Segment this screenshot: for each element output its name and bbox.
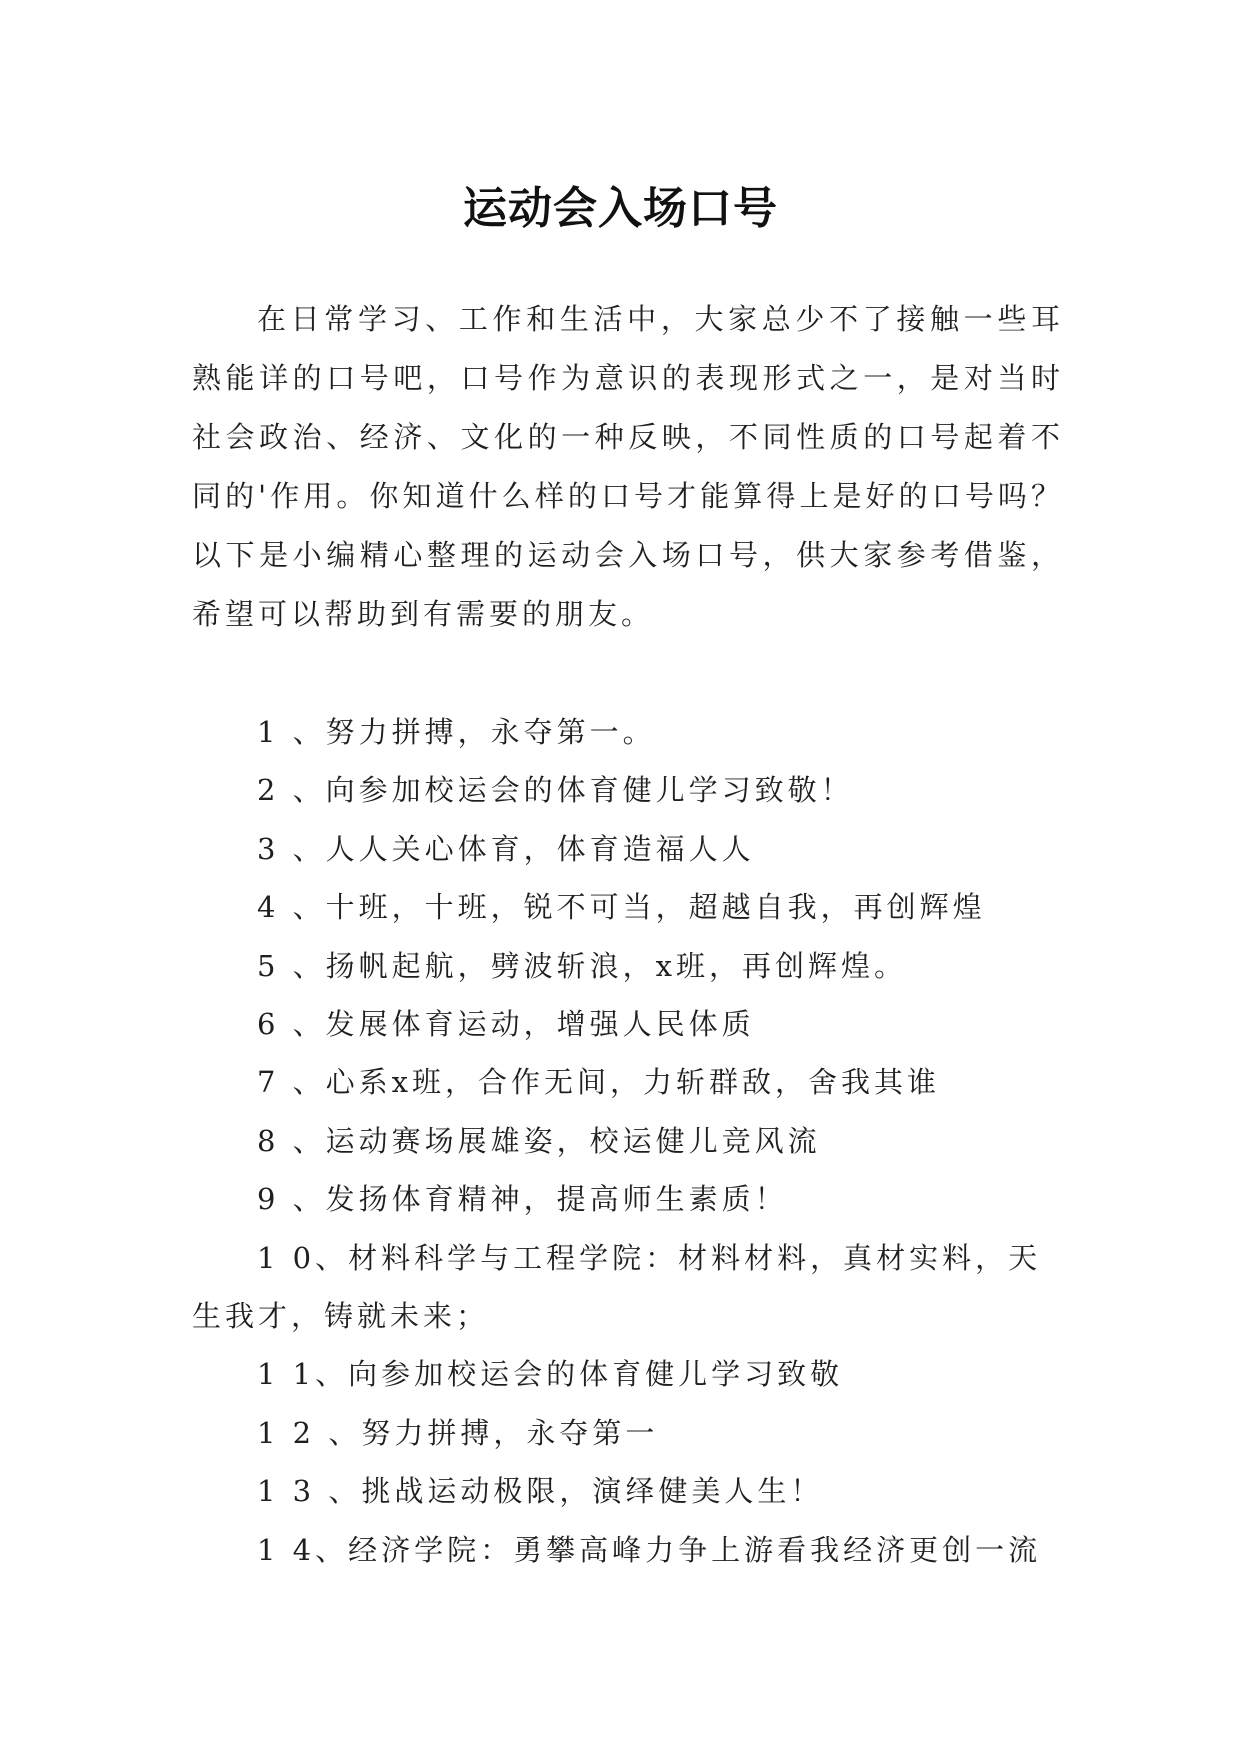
slogan-item: 5 、扬帆起航，劈波斩浪，x班，再创辉煌。 [257, 948, 908, 983]
document-title: 运动会入场口号 [463, 183, 778, 235]
slogan-item: 1 0、材料科学与工程学院：材料材料，真材实料，天生我才，铸就未来； [192, 1240, 1042, 1334]
slogan-item: 7 、心系x班，合作无间，力斩群敌，舍我其谁 [257, 1065, 941, 1100]
slogan-item: 4 、十班，十班，锐不可当，超越自我，再创辉煌 [257, 890, 986, 925]
slogan-list [192, 703, 1064, 1579]
slogan-item: 9 、发扬体育精神，提高师生素质！ [257, 1182, 788, 1217]
slogan-item: 1 、努力拼搏，永夺第一。 [257, 715, 656, 749]
document-body [192, 290, 1064, 1579]
slogan-item: 1 1、向参加校运会的体育健儿学习致敬 [257, 1357, 844, 1392]
slogan-item: 1 3 、挑战运动极限，演绎健美人生！ [257, 1474, 824, 1509]
slogan-item: 1 4、经济学院：勇攀高峰力争上游看我经济更创一流 [257, 1532, 1042, 1567]
slogan-item: 3 、人人关心体育，体育造福人人 [257, 831, 755, 866]
slogan-item: 2 、向参加校运会的体育健儿学习致敬！ [257, 773, 854, 808]
slogan-item: 6 、发展体育运动，增强人民体质 [257, 1007, 755, 1042]
slogan-item: 8 、运动赛场展雄姿，校运健儿竞风流 [257, 1123, 821, 1158]
intro-paragraph: 在日常学习、工作和生活中，大家总少不了接触一些耳熟能详的口号吧，口号作为意识的表现形式之一，是对当时社会政治、经济、文化的一种反映，不同性质的口号起着不同的'作用。你知道什么样的口号才能算得上是好的口号吗？以下是小编精心整理的运动会入场口号，供大家参考借鉴，希望可以帮助到有需要的朋友。 [192, 302, 1064, 631]
slogan-item: 1 2 、努力拼搏，永夺第一 [257, 1415, 659, 1450]
